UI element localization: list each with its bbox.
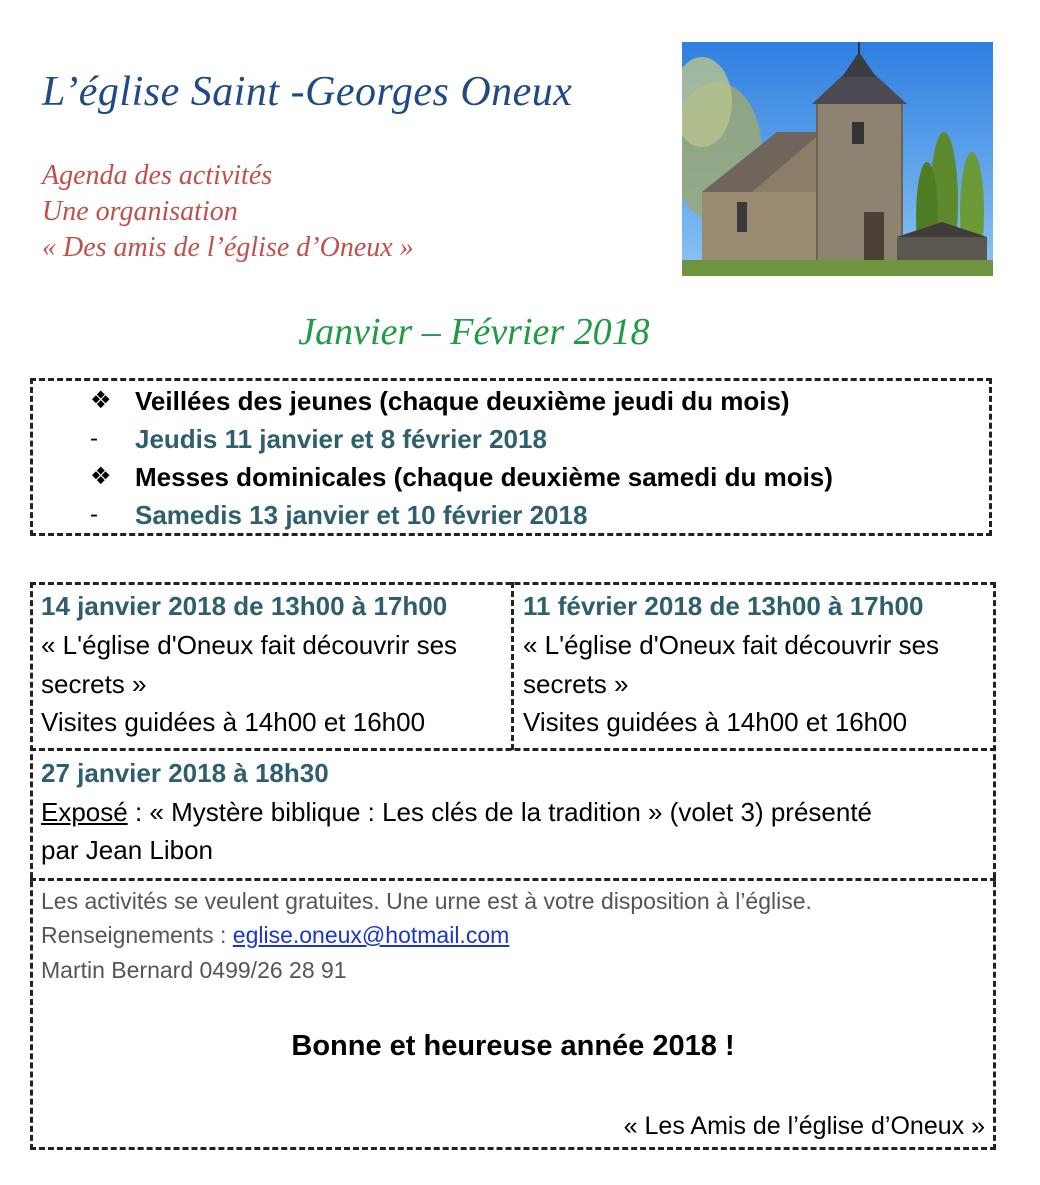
info-free-entry: Les activités se veulent gratuites. Une urne est à votre disposition à l’église. <box>41 888 812 914</box>
lecture-date: 27 janvier 2018 à 18h30 <box>41 758 329 788</box>
subtitle-line-1: Agenda des activités <box>42 160 273 191</box>
event-left-date: 14 janvier 2018 de 13h00 à 17h00 <box>41 591 448 621</box>
subtitle-line-2: Une organisation <box>42 196 238 227</box>
row-divider <box>30 748 996 751</box>
church-photo <box>682 42 993 276</box>
info-phone: Martin Bernard 0499/26 28 91 <box>41 957 347 983</box>
recurring-title-2: Messes dominicales (chaque deuxième samedi du mois) <box>135 462 833 492</box>
column-divider <box>511 582 514 750</box>
signature: « Les Amis de l’église d’Oneux » <box>623 1112 985 1140</box>
event-left-line1: « L'église d'Oneux fait découvrir ses <box>41 630 458 660</box>
contact-label: Renseignements : <box>41 922 233 948</box>
lecture-text: : « Mystère biblique : Les clés de la tradition » (volet 3) présenté <box>127 797 873 827</box>
lecture-line1 <box>41 797 872 828</box>
info-contact <box>41 922 509 949</box>
event-left-line2: secrets » <box>41 669 147 699</box>
lecture-line2: par Jean Libon <box>41 835 214 865</box>
dash-bullet: - <box>90 425 98 452</box>
event-right-date: 11 février 2018 de 13h00 à 17h00 <box>523 591 924 621</box>
diamond-bullet-icon: ❖ <box>90 463 112 490</box>
subtitle-line-3: « Des amis de l’église d’Oneux » <box>42 232 414 263</box>
diamond-bullet-icon: ❖ <box>90 387 112 414</box>
recurring-dates-2: Samedis 13 janvier et 10 février 2018 <box>135 500 588 530</box>
lecture-label: Exposé <box>41 797 128 827</box>
page-title: L’église Saint -Georges Oneux <box>42 69 573 115</box>
event-right-line3: Visites guidées à 14h00 et 16h00 <box>523 707 908 737</box>
row-divider <box>30 878 996 881</box>
event-right-line1: « L'église d'Oneux fait découvrir ses <box>523 630 940 660</box>
recurring-dates-1: Jeudis 11 janvier et 8 février 2018 <box>135 424 547 454</box>
email-link[interactable]: eglise.oneux@hotmail.com <box>232 922 510 948</box>
event-left-line3: Visites guidées à 14h00 et 16h00 <box>41 707 426 737</box>
event-right-line2: secrets » <box>523 669 629 699</box>
period-heading: Janvier – Février 2018 <box>298 311 650 353</box>
closing-greeting: Bonne et heureuse année 2018 ! <box>291 1030 735 1062</box>
recurring-title-1: Veillées des jeunes (chaque deuxième jeudi du mois) <box>135 386 790 416</box>
dash-bullet: - <box>90 501 98 528</box>
